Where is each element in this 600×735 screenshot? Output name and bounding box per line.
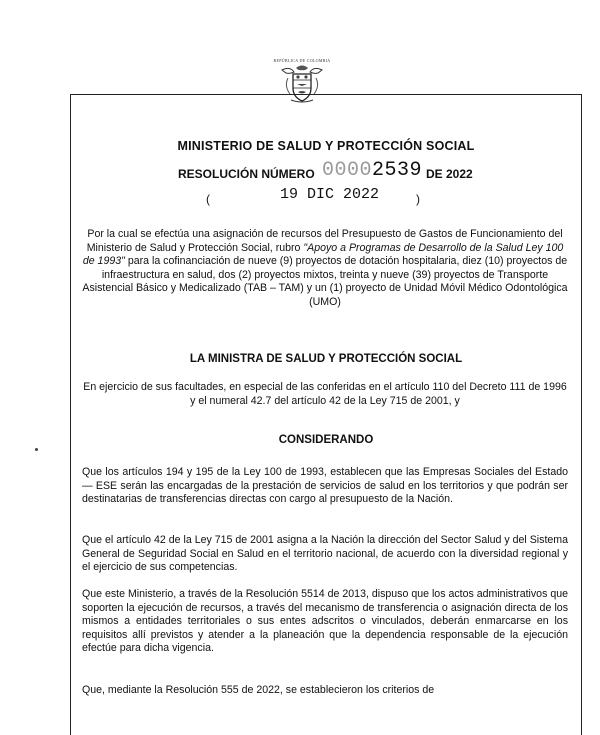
seal-caption: REPÚBLICA DE COLOMBIA [273, 58, 331, 63]
resolution-date: 19 DIC 2022 [280, 186, 380, 203]
resolution-prefix: 0000 [322, 159, 373, 182]
resolution-year: DE 2022 [426, 167, 473, 181]
date-line [70, 186, 582, 208]
considerando-paragraph: Que, mediante la Resolución 555 de 2022, se establecieron los criterios de [82, 684, 435, 696]
summary-italic-title: "Apoyo a Programas de Desarrollo de la Salud Ley 100 de 1993" [82, 241, 564, 268]
resolution-number-stamp [322, 159, 422, 182]
paren-open: ( [206, 192, 210, 206]
considerando-paragraph: Que los artículos 194 y 195 de la Ley 100 de 1993, establecen que las Empresas Sociales del Estado — ESE serán las encargadas de la prestación de servicios de salud en los territorios y que podrán ser destinatarias de transferencias directas con cargo al presupuesto de la Nación. [82, 466, 568, 506]
summary-text-2: para la cofinanciación de nueve (9) proyectos de dotación hospitalaria, diez (10) proyectos de infraestructura en salud, dos (2) proyectos mixtos, treinta y nueve (39) proyectos de Transporte Asistencial Básico y Medicalizado (TAB – TAM) y un (1) proyecto de Unidad Móvil Médico Odontológica (UMO) [82, 255, 568, 308]
considerando-paragraph: Que este Ministerio, a través de la Resolución 5514 de 2013, dispuso que los actos administrativos que soporten la ejecución de recursos, a través del mecanismo de transferencia o asignación directa de los mismos a entidades territoriales o sus entes adscritos o vinculados, deberán enmarcarse en los requisitos allí previstos y atender a la planeación que la dependencia responsable de la ejecución efectúe para dicha vigencia. [82, 588, 568, 655]
resolution-summary [82, 228, 568, 310]
resolution-number: 2539 [372, 159, 423, 182]
scan-speck [35, 448, 38, 451]
summary-text-1: Por la cual se efectúa una asignación de recursos del Presupuesto de Gastos de Funcionamiento del Ministerio de Salud y Protección Social, rubro [86, 228, 563, 254]
paren-close: ) [416, 192, 420, 206]
considerando-paragraph: Que el artículo 42 de la Ley 715 de 2001 asigna a la Nación la dirección del Sector Salud y del Sistema General de Seguridad Social en Salud en el territorio nacional, de acuerdo con la diversidad regional y el ejercicio de sus competencias. [82, 534, 568, 574]
ministry-title: MINISTERIO DE SALUD Y PROTECCIÓN SOCIAL [177, 139, 475, 153]
authority-text: En ejercicio de sus facultades, en especial de las conferidas en el artículo 110 del Decreto 111 de 1996 y el numeral 42.7 del artículo 42 de la Ley 715 de 2001, y [83, 381, 567, 407]
resolution-line [70, 159, 582, 185]
authority-title: LA MINISTRA DE SALUD Y PROTECCIÓN SOCIAL [189, 353, 463, 365]
considerando-title: CONSIDERANDO [278, 434, 374, 446]
resolution-label: RESOLUCIÓN NÚMERO [178, 167, 315, 181]
